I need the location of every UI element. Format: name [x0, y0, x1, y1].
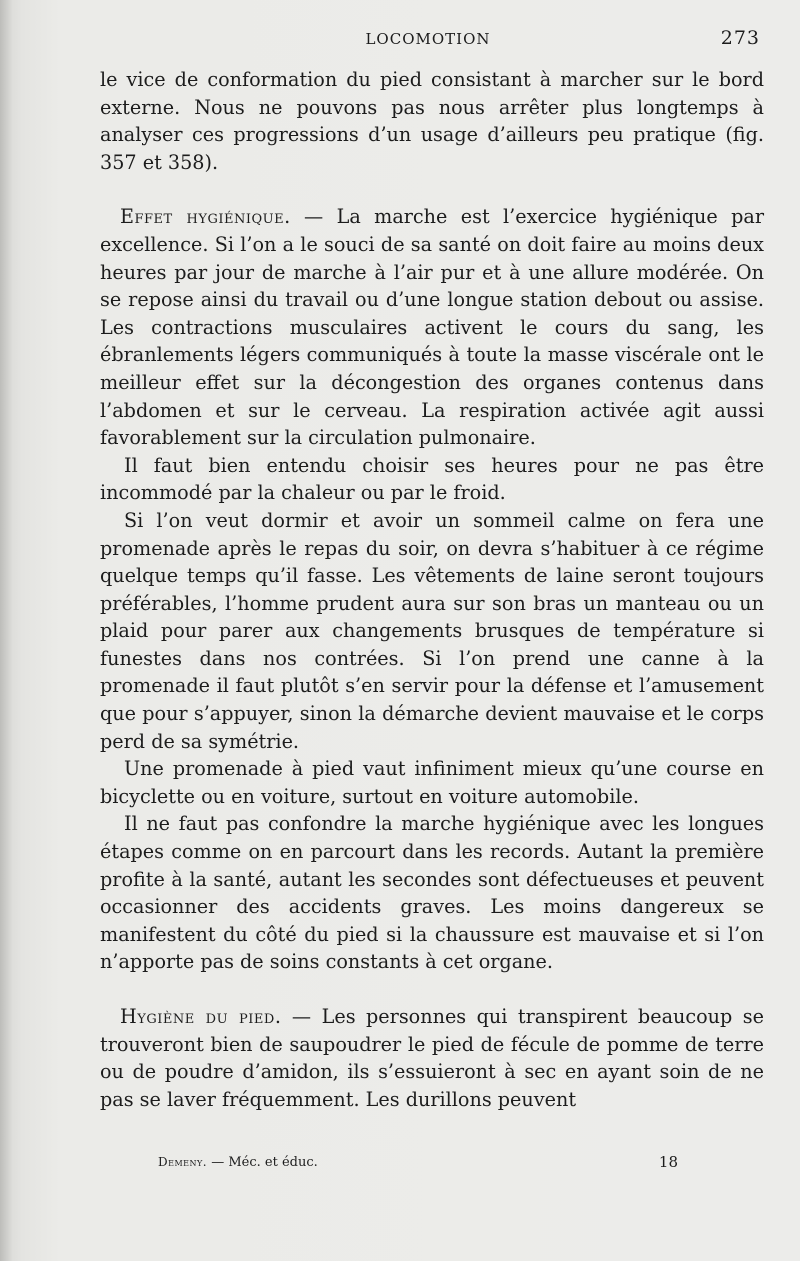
paragraph: Une promenade à pied vaut infiniment mieux qu’une course en bicyclette ou en voiture, surtout en voiture automobile. [100, 757, 764, 808]
signature-mark: 18 [658, 1153, 678, 1171]
running-title: LOCOMOTION [365, 30, 491, 48]
paragraph-continued: le vice de conformation du pied consistant à marcher sur le bord externe. Nous ne pouvons pas nous arrêter plus longtemps à analyser ces progressions d’un usage d’ailleurs peu pratique (fig. 357 et 358). [100, 68, 764, 174]
section-heading: Effet hygiénique. [120, 205, 291, 229]
paragraph-text: — La marche est l’exercice hygiénique par excellence. Si l’on a le souci de sa santé on doit faire au moins deux heures par jour de marche à l’air pur et à une allure modérée. On se repose ainsi du travail ou d’une longue station debout ou assise. Les contractions musculaires activent le cours du sang, les ébranlements légers communiqués à toute la masse viscérale ont le meilleur effet sur la décongestion des organes contenus dans l’abdomen et sur le cerveau. La respiration activée agit aussi favorablement sur la circulation pulmonaire. [100, 205, 764, 450]
paragraph-text: — Les personnes qui transpirent beaucoup se trouveront bien de saupoudrer le pied de fécule de pomme de terre ou de poudre d’amidon, ils s’essuieront à sec en ayant soin de ne pas se laver fréquemment. Les durillons peuvent [100, 1005, 764, 1111]
footer-author: Demeny. [158, 1155, 208, 1169]
paragraph: Si l’on veut dormir et avoir un sommeil calme on fera une promenade après le repas du soir, on devra s’habituer à ce régime quelque temps qu’il fasse. Les vêtements de laine seront toujours préférables, l’homme prudent aura sur son bras un manteau ou un plaid pour parer aux changements brusques de température si funestes dans nos contrées. Si l’on prend une canne à la promenade il faut plutôt s’en servir pour la défense et l’amusement que pour s’appuyer, sinon la démarche devient mauvaise et le corps perd de sa symétrie. [100, 508, 764, 753]
running-header [96, 27, 760, 56]
page-footer [158, 1155, 678, 1177]
page-gutter [0, 0, 12, 1261]
section-heading: Hygiène du pied. [120, 1005, 282, 1028]
page-body [100, 66, 764, 1113]
footer-signature [158, 1155, 318, 1170]
footer-book-title: — Méc. et éduc. [207, 1155, 318, 1170]
page-number: 273 [720, 27, 760, 49]
section-effet-hygienique [100, 203, 764, 451]
paragraph: Il ne faut pas confondre la marche hygiénique avec les longues étapes comme on en parcourt dans les records. Autant la première profite à la santé, autant les secondes sont défectueuses et peuvent occasionner des accidents graves. Les moins dangereux se manifestent du côté du pied si la chaussure est mauvaise et si l’on n’apporte pas de soins constants à cet organe. [100, 812, 764, 974]
paragraph: Il faut bien entendu choisir ses heures pour ne pas être incommodé par la chaleur ou par le froid. [100, 453, 764, 505]
section-hygiene-du-pied [100, 1003, 764, 1113]
